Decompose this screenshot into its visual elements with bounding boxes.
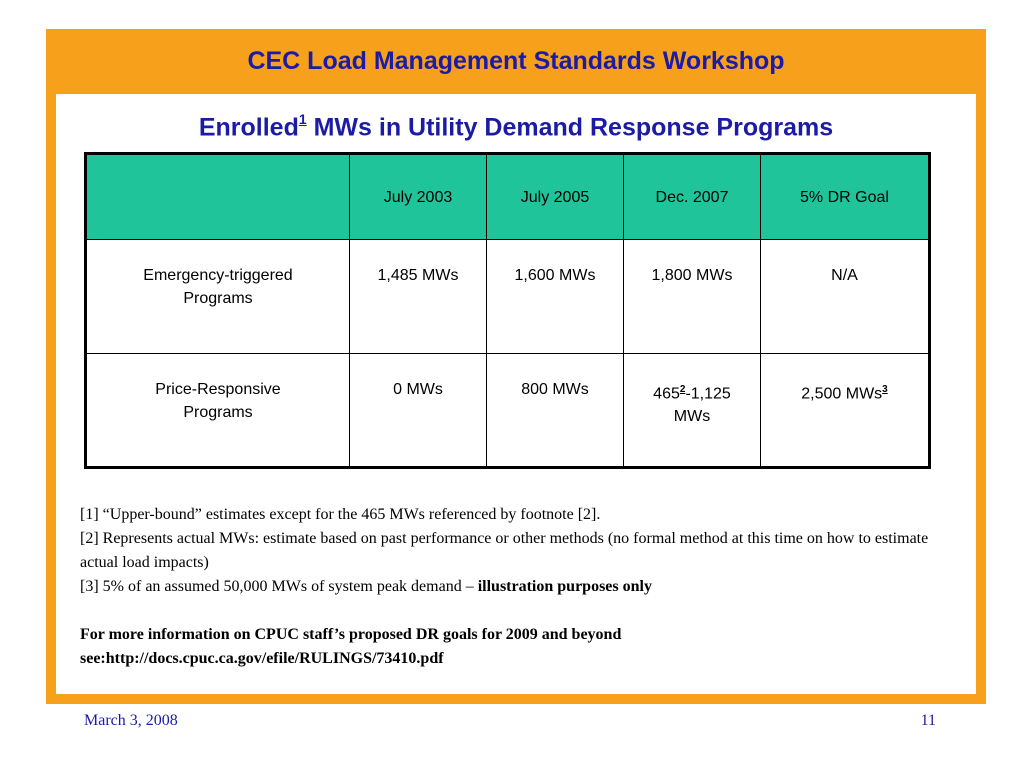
cell-price-dec-2007 (624, 354, 761, 468)
cell-price-july-2005: 800 MWs (487, 354, 624, 468)
footnote-ref-3[interactable]: 3 (882, 384, 888, 395)
cell-emergency-july-2003: 1,485 MWs (350, 240, 487, 354)
cell-unit: MWs (673, 408, 711, 426)
dr-programs-table (84, 152, 931, 469)
row-label-line: Programs (183, 404, 253, 421)
column-header-july-2005: July 2005 (487, 154, 624, 240)
footnote-3 (80, 575, 960, 599)
cell-value: -1,125 (685, 385, 731, 403)
more-info-line: For more information on CPUC staff’s proposed DR goals for 2009 and beyond (80, 626, 622, 643)
column-header-july-2003: July 2003 (350, 154, 487, 240)
column-header-blank (86, 154, 350, 240)
cell-price-goal (761, 354, 930, 468)
table-row-emergency (86, 240, 930, 354)
column-header-dr-goal: 5% DR Goal (761, 154, 930, 240)
cell-emergency-goal: N/A (761, 240, 930, 354)
more-info (80, 623, 960, 671)
slide-title-main: Enrolled (198, 113, 299, 142)
page-number: 11 (920, 712, 936, 729)
row-label-line: Price-Responsive (155, 381, 281, 398)
table-header-row (86, 154, 930, 240)
column-header-dec-2007: Dec. 2007 (624, 154, 761, 240)
workshop-title: CEC Load Management Standards Workshop (247, 47, 785, 75)
table-row-price-responsive (86, 354, 930, 468)
cell-emergency-july-2005: 1,600 MWs (487, 240, 624, 354)
slide-title (56, 113, 976, 142)
row-label-line: Emergency-triggered (143, 267, 293, 284)
footnote-3-emphasis: illustration purposes only (477, 578, 652, 595)
footnote-3-text: [3] 5% of an assumed 50,000 MWs of system peak demand – (80, 578, 478, 595)
row-label-line: Programs (183, 290, 253, 307)
more-info-link[interactable]: see:http://docs.cpuc.ca.gov/efile/RULINGS/73410.pdf (80, 650, 444, 667)
slide-title-footnote-ref[interactable]: 1 (298, 111, 307, 127)
cell-value: 465 (653, 385, 680, 403)
row-label-emergency (86, 240, 350, 354)
row-label-price-responsive (86, 354, 350, 468)
cell-emergency-dec-2007: 1,800 MWs (624, 240, 761, 354)
slide-title-rest: MWs in Utility Demand Response Programs (306, 113, 834, 142)
footnotes (80, 503, 960, 671)
footnote-2: [2] Represents actual MWs: estimate based on past performance or other methods (no formal method at this time on how to estimate actual load impacts) (80, 530, 929, 571)
footnote-1: [1] “Upper-bound” estimates except for the 465 MWs referenced by footnote [2]. (80, 506, 601, 523)
footnote-ref-2[interactable]: 2 (679, 384, 686, 395)
footer-date: March 3, 2008 (84, 712, 178, 729)
cell-value: 2,500 MWs (801, 385, 883, 403)
cell-price-july-2003: 0 MWs (350, 354, 487, 468)
